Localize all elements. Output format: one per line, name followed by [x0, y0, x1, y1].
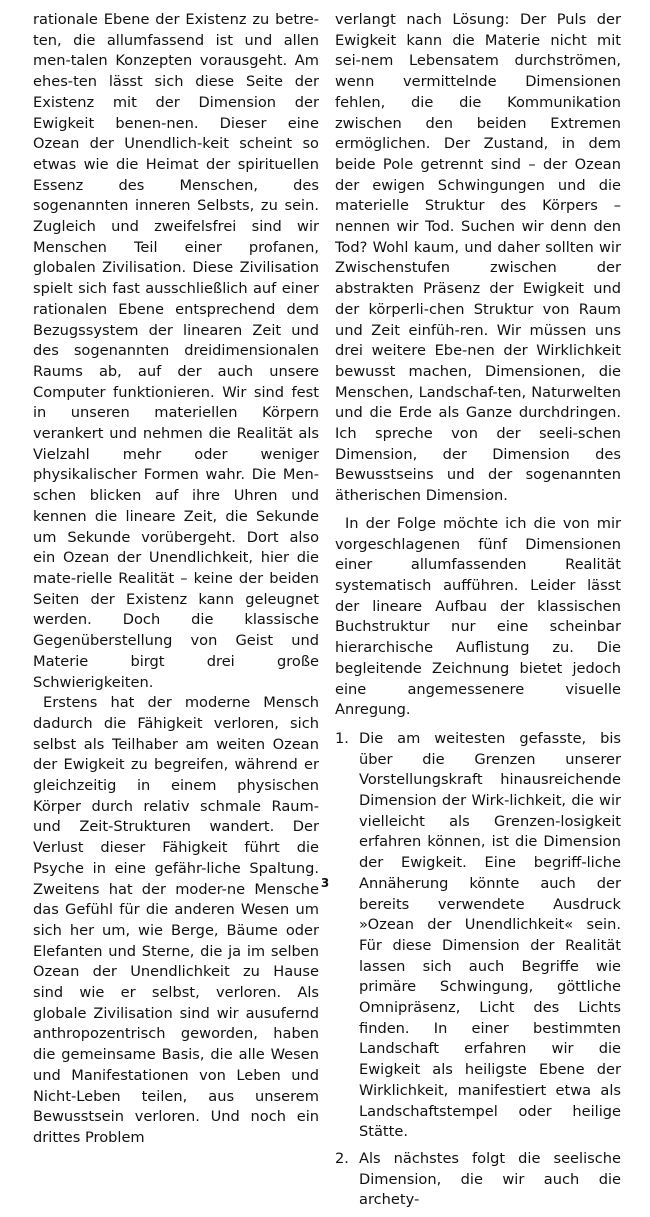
list-item-number: 2.	[335, 1149, 349, 1167]
list-item	[335, 1149, 621, 1211]
numbered-list	[335, 729, 621, 1211]
body-paragraph: In der Folge möchte ich die von mir vorgeschlagenen fünf Dimensionen einer allumfassenden Realität systematisch aufführen. Leider lässt der lineare Aufbau der klassischen Buchstruktur nur eine scheinbar hierarchische Auflistung zu. Die begleitende Zeichnung bietet jedoch eine angemessenere visuelle Anregung.	[335, 514, 621, 719]
list-item	[335, 729, 621, 1143]
body-paragraph: Erstens hat der moderne Mensch dadurch die Fähigkeit verloren, sich selbst als Teilhaber am weiten Ozean der Ewigkeit zu begreifen, während er gleichzeitig in einem physischen Körper durch relativ schmale Raum- und Zeit-Strukturen wandert. Der Verlust dieser Fähigkeit führt die Psyche in eine gefähr-liche Spaltung. Zweitens hat der moder-ne Mensche das Gefühl für die anderen Wesen um sich her um, wie Berge, Bäume oder Elefanten und Sterne, die ja im selben Ozean der Unendlichkeit zu Hause sind wie er selbst, verloren. Als globale Zivilisation sind wir ausufernd anthropozentrisch geworden, haben die gemeinsame Basis, die alle Wesen und Manifestationen von Leben und Nicht-Leben teilen, aus unserem Bewusstsein verloren. Und noch ein drittes Problem	[33, 694, 319, 1146]
body-paragraph: rationale Ebene der Existenz zu betre-ten, die allumfassend ist und allen men-talen Konzepten vorausgeht. Am ehes-ten lässt sich diese Seite der Existenz mit der Dimension der Ewigkeit benen-nen. Dieser eine Ozean der Unendlich-keit scheint so etwas wie die Heimat der spirituellen Essenz des Menschen, des sogenannten inneren Selbsts, zu sein. Zugleich und zweifelsfrei sind wir Menschen Teil einer profanen, globalen Zivilisation. Diese Zivilisation spielt sich fast ausschließlich auf einer rationalen Ebene entsprechend dem Bezugssystem der linearen Zeit und des sogenannten dreidimensionalen Raums ab, auf der auch unsere Computer funktionieren. Wir sind fest in unseren materiellen Körpern verankert und nehmen die Realität als Vielzahl mehr oder weniger physikalischer Formen wahr. Die Men-schen blicken auf ihre Uhren und kennen die lineare Zeit, die Sekunde um Sekunde vorübergeht. Dort also ein Ozean der Unendlichkeit, hier die mate-rielle Realität – keine der beiden Seiten der Existenz kann geleugnet werden. Doch die klassische Gegenüberstellung von Geist und Materie birgt drei große Schwierigkeiten.	[33, 11, 319, 691]
body-paragraph: verlangt nach Lösung: Der Puls der Ewigkeit kann die Materie nicht mit sei-nem Lebensatem durchströmen, wenn vermittelnde Dimensionen fehlen, die die Kommunikation zwischen den beiden Extremen ermöglichen. Der Zustand, in dem beide Pole getrennt sind – der Ozean der ewigen Schwingungen und die materielle Struktur des Körpers – nennen wir Tod. Suchen wir denn den Tod? Wohl kaum, und daher sollten wir Zwischenstufen zwischen der abstrakten Präsenz der Ewigkeit und der körperli-chen Struktur von Raum und Zeit einfüh-ren. Wir müssen uns drei weitere Ebe-nen der Wirklichkeit bewusst machen, Dimensionen, die Menschen, Landschaf-ten, Naturwelten und die Erde als Ganze durchdringen. Ich spreche von der seeli-schen Dimension, der Dimension des Bewusstseins und der sogenannten ätherischen Dimension.	[335, 11, 621, 505]
list-item-text: Die am weitesten gefasste, bis über die Grenzen unserer Vorstellungskraft hinausreichende Dimension der Wirk-lichkeit, die wir vielleicht als Grenzen-losigkeit erfahren können, ist die Dimension der Ewigkeit. Eine begriff-liche Annäherung könnte auch der bereits verwendete Ausdruck »Ozean der Unendlichkeit« sein. Für diese Dimension der Realität lassen sich auch Begriffe wie primäre Schwingung, göttliche Omnipräsenz, Licht des Lichts finden. In einer bestimmten Landschaft erfahren wir die Ewigkeit als heiligste Ebene der Wirklichkeit, manifestiert etwa als Landschaftstempel oder heilige Stätte.	[359, 729, 621, 1141]
page-number: 3	[320, 876, 330, 890]
right-column	[335, 10, 621, 1217]
list-item-number: 1.	[335, 729, 349, 747]
list-item-text: Als nächstes folgt die seelische Dimension, die wir auch die archety-	[359, 1149, 621, 1209]
left-column	[33, 10, 319, 1149]
